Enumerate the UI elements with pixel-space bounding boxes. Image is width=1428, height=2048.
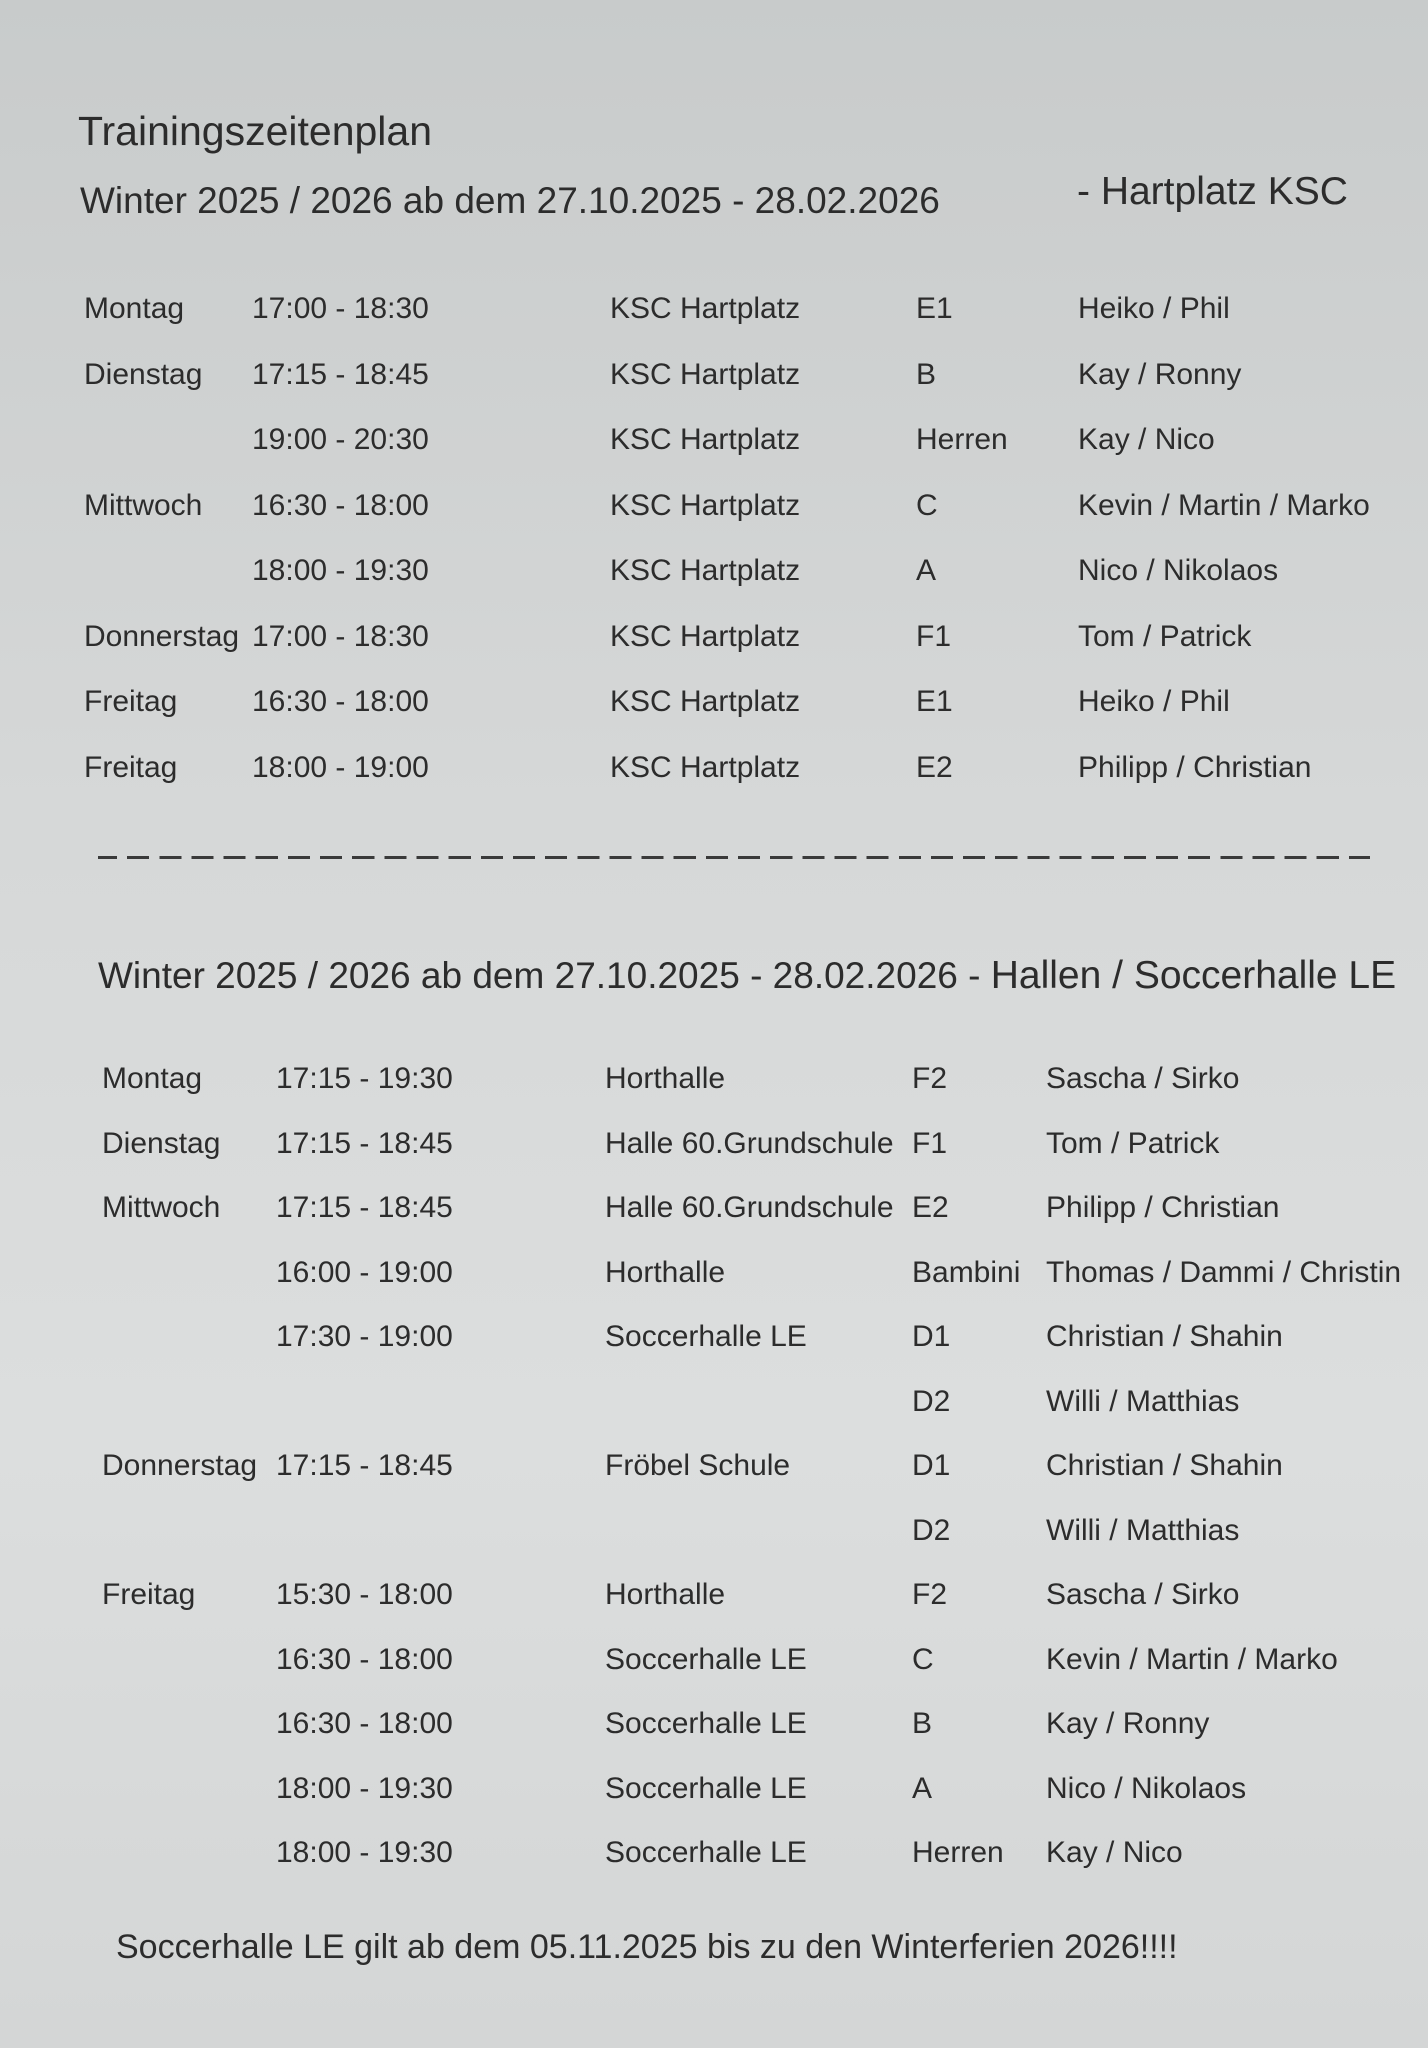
cell-time: 16:30 - 18:00 bbox=[276, 1642, 453, 1676]
cell-coach: Heiko / Phil bbox=[1078, 685, 1230, 718]
cell-coach: Tom / Patrick bbox=[1078, 619, 1252, 653]
cell-coach: Heiko / Phil bbox=[1078, 292, 1230, 325]
cell-time: 18:00 - 19:30 bbox=[252, 554, 429, 587]
table-row bbox=[0, 751, 1428, 801]
cell-coach: Christian / Shahin bbox=[1046, 1320, 1283, 1353]
cell-team: Herren bbox=[912, 1836, 1004, 1869]
cell-team: C bbox=[912, 1642, 934, 1676]
cell-place: Soccerhalle LE bbox=[605, 1642, 807, 1676]
table-row bbox=[0, 620, 1428, 670]
section2-heading bbox=[98, 954, 1396, 998]
cell-team: A bbox=[912, 1771, 933, 1805]
cell-time: 17:15 - 18:45 bbox=[252, 357, 429, 391]
cell-time: 17:15 - 18:45 bbox=[276, 1191, 453, 1224]
section1-heading-text: Winter 2025 / 2026 ab dem 27.10.2025 - 28.02.2026 bbox=[80, 180, 940, 221]
cell-day: Freitag bbox=[84, 750, 178, 784]
cell-team: C bbox=[916, 488, 938, 522]
cell-place: Halle 60.Grundschule bbox=[605, 1191, 894, 1224]
table-row bbox=[0, 1449, 1428, 1499]
table-row bbox=[0, 1707, 1428, 1757]
table-row bbox=[0, 489, 1428, 539]
footnote: Soccerhalle LE gilt ab dem 05.11.2025 bis zu den Winterferien 2026!!!! bbox=[116, 1928, 1178, 1966]
cell-coach: Christian / Shahin bbox=[1046, 1449, 1283, 1482]
cell-place: Horthalle bbox=[605, 1255, 726, 1289]
section2-heading-location: Hallen / Soccerhalle LE bbox=[990, 954, 1397, 997]
table-row bbox=[0, 1514, 1428, 1564]
cell-place: Fröbel Schule bbox=[605, 1449, 791, 1482]
cell-day: Dienstag bbox=[84, 357, 203, 391]
cell-place: Horthalle bbox=[605, 1578, 726, 1611]
cell-coach: Kevin / Martin / Marko bbox=[1078, 488, 1370, 522]
table-row bbox=[0, 1772, 1428, 1822]
cell-team: F2 bbox=[912, 1578, 948, 1611]
table-row bbox=[0, 1643, 1428, 1693]
table-row bbox=[0, 1836, 1428, 1886]
table-row bbox=[0, 1256, 1428, 1306]
cell-place: Soccerhalle LE bbox=[605, 1320, 807, 1353]
cell-coach: Kevin / Martin / Marko bbox=[1046, 1642, 1338, 1676]
section2-heading-text: Winter 2025 / 2026 ab dem 27.10.2025 - 28.02.2026 - bbox=[98, 955, 981, 996]
cell-team: E2 bbox=[916, 750, 953, 784]
section1-heading-location: - Hartplatz KSC bbox=[1077, 170, 1348, 213]
cell-coach: Sascha / Sirko bbox=[1046, 1578, 1240, 1611]
cell-team: E1 bbox=[916, 685, 953, 718]
cell-day: Freitag bbox=[102, 1578, 196, 1611]
cell-coach: Philipp / Christian bbox=[1046, 1191, 1280, 1224]
cell-coach: Nico / Nikolaos bbox=[1046, 1771, 1247, 1805]
cell-place: KSC Hartplatz bbox=[610, 619, 801, 653]
cell-coach: Kay / Ronny bbox=[1078, 357, 1242, 391]
cell-time: 16:30 - 18:00 bbox=[252, 685, 429, 718]
table-row bbox=[0, 1127, 1428, 1177]
cell-day: Freitag bbox=[84, 685, 178, 718]
cell-coach: Kay / Nico bbox=[1046, 1836, 1183, 1869]
cell-time: 17:15 - 19:30 bbox=[276, 1062, 453, 1095]
cell-day: Mittwoch bbox=[84, 488, 203, 522]
cell-team: F2 bbox=[912, 1062, 948, 1095]
table-row bbox=[0, 1191, 1428, 1241]
cell-coach: Thomas / Dammi / Christin bbox=[1046, 1255, 1402, 1289]
cell-place: Soccerhalle LE bbox=[605, 1771, 807, 1805]
cell-team: A bbox=[916, 554, 937, 587]
cell-coach: Kay / Nico bbox=[1078, 423, 1215, 456]
table-row bbox=[0, 423, 1428, 473]
cell-team: D1 bbox=[912, 1320, 951, 1353]
cell-time: 17:30 - 19:00 bbox=[276, 1320, 453, 1353]
table-row bbox=[0, 1320, 1428, 1370]
cell-time: 18:00 - 19:30 bbox=[276, 1771, 453, 1805]
cell-day: Donnerstag bbox=[84, 619, 240, 653]
cell-team: D2 bbox=[912, 1384, 951, 1418]
cell-time: 16:00 - 19:00 bbox=[276, 1255, 453, 1289]
cell-day: Donnerstag bbox=[102, 1449, 258, 1482]
cell-place: KSC Hartplatz bbox=[610, 488, 801, 522]
cell-time: 16:30 - 18:00 bbox=[276, 1707, 453, 1740]
cell-coach: Willi / Matthias bbox=[1046, 1384, 1240, 1418]
table-row bbox=[0, 1385, 1428, 1435]
cell-time: 18:00 - 19:00 bbox=[252, 750, 429, 784]
cell-time: 17:00 - 18:30 bbox=[252, 619, 429, 653]
cell-team: E1 bbox=[916, 292, 953, 325]
cell-team: B bbox=[916, 357, 937, 391]
cell-team: Herren bbox=[916, 423, 1008, 456]
section1-heading bbox=[80, 170, 1348, 222]
table-row bbox=[0, 358, 1428, 408]
page-title: Trainingszeitenplan bbox=[78, 108, 433, 154]
cell-place: KSC Hartplatz bbox=[610, 357, 801, 391]
cell-place: Halle 60.Grundschule bbox=[605, 1126, 894, 1160]
table-row bbox=[0, 1062, 1428, 1112]
cell-place: KSC Hartplatz bbox=[610, 554, 801, 587]
cell-team: B bbox=[912, 1707, 933, 1740]
table-row bbox=[0, 292, 1428, 342]
cell-time: 16:30 - 18:00 bbox=[252, 488, 429, 522]
table-row bbox=[0, 554, 1428, 604]
table-row bbox=[0, 685, 1428, 735]
cell-time: 19:00 - 20:30 bbox=[252, 423, 429, 456]
cell-coach: Willi / Matthias bbox=[1046, 1513, 1240, 1547]
cell-day: Montag bbox=[84, 292, 185, 325]
cell-time: 17:15 - 18:45 bbox=[276, 1126, 453, 1160]
table-row bbox=[0, 1578, 1428, 1628]
cell-team: D2 bbox=[912, 1513, 951, 1547]
cell-coach: Sascha / Sirko bbox=[1046, 1062, 1240, 1095]
cell-place: KSC Hartplatz bbox=[610, 292, 801, 325]
cell-place: KSC Hartplatz bbox=[610, 423, 801, 456]
cell-day: Dienstag bbox=[102, 1126, 221, 1160]
cell-place: KSC Hartplatz bbox=[610, 750, 801, 784]
cell-time: 17:00 - 18:30 bbox=[252, 292, 429, 325]
cell-day: Montag bbox=[102, 1062, 203, 1095]
cell-day: Mittwoch bbox=[102, 1191, 221, 1224]
cell-team: F1 bbox=[916, 619, 952, 653]
cell-time: 18:00 - 19:30 bbox=[276, 1836, 453, 1869]
cell-place: Horthalle bbox=[605, 1062, 726, 1095]
cell-time: 17:15 - 18:45 bbox=[276, 1449, 453, 1482]
cell-place: Soccerhalle LE bbox=[605, 1836, 807, 1869]
cell-coach: Tom / Patrick bbox=[1046, 1126, 1220, 1160]
section-divider bbox=[98, 856, 1370, 859]
cell-time: 15:30 - 18:00 bbox=[276, 1578, 453, 1611]
cell-coach: Nico / Nikolaos bbox=[1078, 554, 1279, 587]
cell-team: Bambini bbox=[912, 1255, 1021, 1289]
cell-coach: Philipp / Christian bbox=[1078, 750, 1312, 784]
cell-team: D1 bbox=[912, 1449, 951, 1482]
cell-place: Soccerhalle LE bbox=[605, 1707, 807, 1740]
cell-team: F1 bbox=[912, 1126, 948, 1160]
cell-place: KSC Hartplatz bbox=[610, 685, 801, 718]
cell-coach: Kay / Ronny bbox=[1046, 1707, 1210, 1740]
cell-team: E2 bbox=[912, 1191, 949, 1224]
